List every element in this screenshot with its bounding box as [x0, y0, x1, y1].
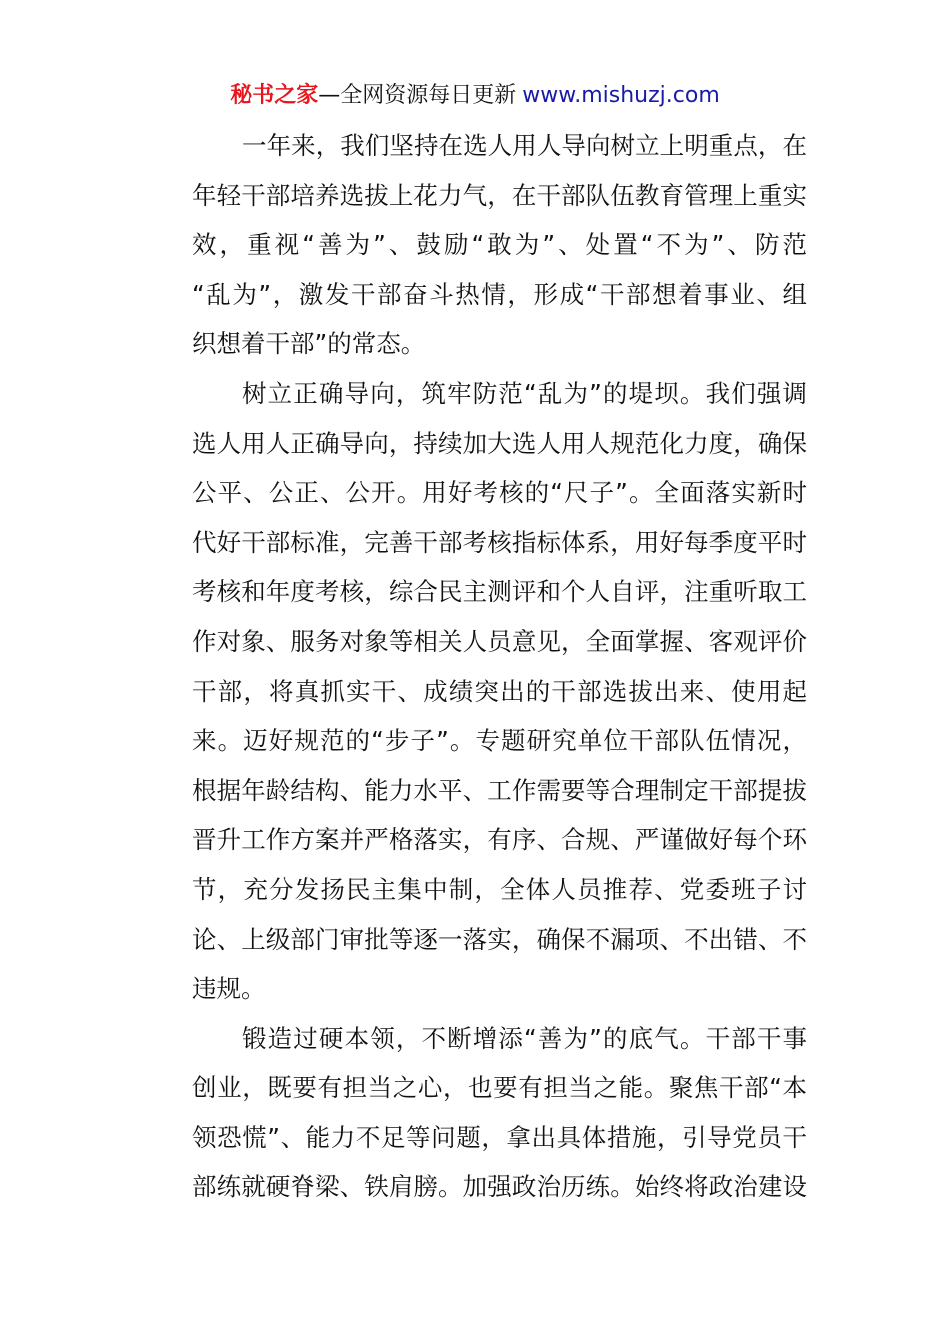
website-link[interactable]: www.mishuzj.com: [522, 83, 720, 108]
text-line: 选人用人正确导向，持续加大选人用人规范化力度，确保: [192, 428, 807, 458]
text-line: 创业，既要有担当之心，也要有担当之能。聚焦干部“本: [192, 1073, 807, 1103]
text-line: 节，充分发扬民主集中制，全体人员推荐、党委班子讨: [192, 874, 807, 904]
paragraph-1: [143, 121, 807, 369]
page-header: [0, 80, 950, 112]
text-line: 效，重视“善为”、鼓励“敢为”、处置“不为”、防范: [192, 230, 807, 260]
text-line: 部练就硬脊梁、铁肩膀。加强政治历练。始终将政治建设: [192, 1172, 807, 1202]
header-tagline: —全网资源每日更新: [318, 83, 517, 108]
paragraph-3: [143, 1014, 807, 1212]
brand-name: 秘书之家: [230, 83, 319, 108]
text-line: 织想着干部”的常态。: [192, 329, 426, 359]
text-line: 一年来，我们坚持在选人用人导向树立上明重点，在: [242, 131, 807, 160]
text-line: “乱为”，激发干部奋斗热情，形成“干部想着事业、组: [192, 279, 807, 309]
document-body: [143, 121, 807, 1212]
text-line: 锻造过硬本领，不断增添“善为”的底气。干部干事: [242, 1023, 807, 1053]
text-line: 考核和年度考核，综合民主测评和个人自评，注重听取工: [192, 577, 807, 607]
text-line: 年轻干部培养选拔上花力气，在干部队伍教育管理上重实: [192, 180, 807, 210]
paragraph-2: [143, 369, 807, 1014]
text-line: 作对象、服务对象等相关人员意见，全面掌握、客观评价: [192, 626, 807, 656]
text-line: 根据年龄结构、能力水平、工作需要等合理制定干部提拔: [192, 775, 807, 805]
text-line: 干部，将真抓实干、成绩突出的干部选拔出来、使用起: [192, 676, 807, 706]
text-line: 晋升工作方案并严格落实，有序、合规、严谨做好每个环: [192, 825, 807, 855]
text-line: 领恐慌”、能力不足等问题，拿出具体措施，引导党员干: [192, 1122, 807, 1152]
text-line: 树立正确导向，筑牢防范“乱为”的堤坝。我们强调: [242, 378, 807, 408]
text-line: 公平、公正、公开。用好考核的“尺子”。全面落实新时: [192, 478, 807, 508]
text-line: 代好干部标准，完善干部考核指标体系，用好每季度平时: [192, 527, 807, 557]
text-line: 违规。: [192, 974, 266, 1004]
text-line: 论、上级部门审批等逐一落实，确保不漏项、不出错、不: [192, 924, 807, 954]
text-line: 来。迈好规范的“步子”。专题研究单位干部队伍情况，: [192, 726, 807, 756]
